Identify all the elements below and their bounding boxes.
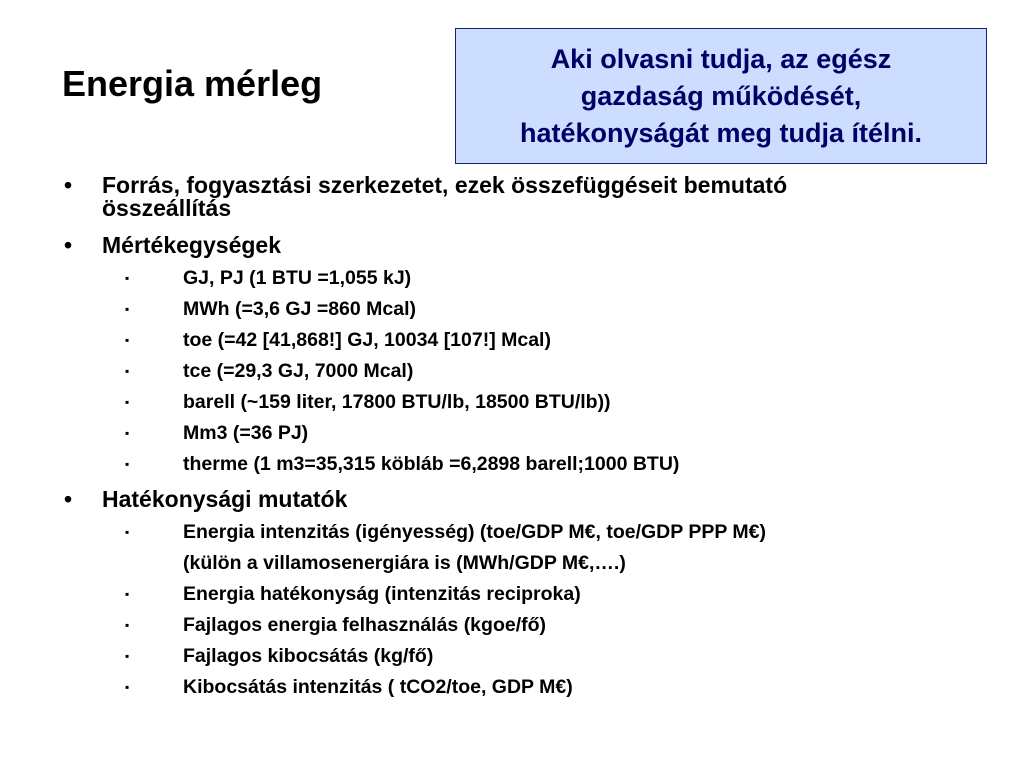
square-bullet-icon: ▪ [125,395,130,409]
bullet-dot-icon: • [64,172,73,198]
callout-line: hatékonyságát meg tudja ítélni. [519,118,923,148]
square-bullet-icon: ▪ [125,333,130,347]
callout-line: gazdaság működését, [580,81,862,111]
square-bullet-icon: ▪ [125,302,130,316]
bullet-dot-icon: • [64,232,73,258]
sub-item-text: MWh (=3,6 GJ =860 Mcal) [183,298,417,320]
sub-item-text: barell (~159 liter, 17800 BTU/lb, 18500 BTU/lb)) [183,391,611,413]
sub-item-continuation [62,548,992,579]
bullet-item-mertekegysegek [62,234,992,257]
sub-item [62,356,992,387]
bullet-text: összeállítás [102,195,232,221]
square-bullet-icon: ▪ [125,587,130,601]
sub-item [62,610,992,641]
square-bullet-icon: ▪ [125,364,130,378]
square-bullet-icon: ▪ [125,426,130,440]
bullet-text: Hatékonysági mutatók [102,486,348,512]
sub-list-indicators [62,517,992,703]
sub-item-text: Energia intenzitás (igényesség) (toe/GDP M€, toe/GDP PPP M€) [183,521,766,543]
bullet-text: Forrás, fogyasztási szerkezetet, ezek összefüggéseit bemutató [102,172,788,198]
sub-item-text: GJ, PJ (1 BTU =1,055 kJ) [183,267,412,289]
bullet-dot-icon: • [64,486,73,512]
sub-item-text: Fajlagos energia felhasználás (kgoe/fő) [183,614,547,636]
sub-item-text: (külön a villamosenergiára is (MWh/GDP M€,….) [183,552,626,574]
sub-item-text: therme (1 m3=35,315 köbláb =6,2898 barell;1000 BTU) [183,453,680,475]
sub-list-units [62,263,992,480]
square-bullet-icon: ▪ [125,680,130,694]
sub-item-text: Mm3 (=36 PJ) [183,422,309,444]
sub-item [62,449,992,480]
sub-item [62,325,992,356]
sub-item [62,579,992,610]
bullet-item-hatekonysagi [62,488,992,511]
square-bullet-icon: ▪ [125,649,130,663]
sub-item [62,294,992,325]
sub-item [62,418,992,449]
sub-item [62,387,992,418]
sub-item-text: toe (=42 [41,868!] GJ, 10034 [107!] Mcal) [183,329,551,351]
sub-item-text: Energia hatékonyság (intenzitás reciproka) [183,583,581,605]
square-bullet-icon: ▪ [125,457,130,471]
sub-item [62,517,992,548]
sub-item [62,641,992,672]
callout-box [455,28,987,164]
sub-item [62,672,992,703]
square-bullet-icon: ▪ [125,618,130,632]
sub-item-text: Fajlagos kibocsátás (kg/fő) [183,645,434,667]
square-bullet-icon: ▪ [125,525,130,539]
bullet-list [62,168,992,703]
sub-item [62,263,992,294]
slide-title: Energia mérleg [62,63,323,104]
square-bullet-icon: ▪ [125,271,130,285]
bullet-text: Mértékegységek [102,232,281,258]
sub-item-text: Kibocsátás intenzitás ( tCO2/toe, GDP M€) [183,676,573,698]
callout-line: Aki olvasni tudja, az egész [550,44,892,74]
sub-item-text: tce (=29,3 GJ, 7000 Mcal) [183,360,414,382]
bullet-item-forras [62,174,992,220]
